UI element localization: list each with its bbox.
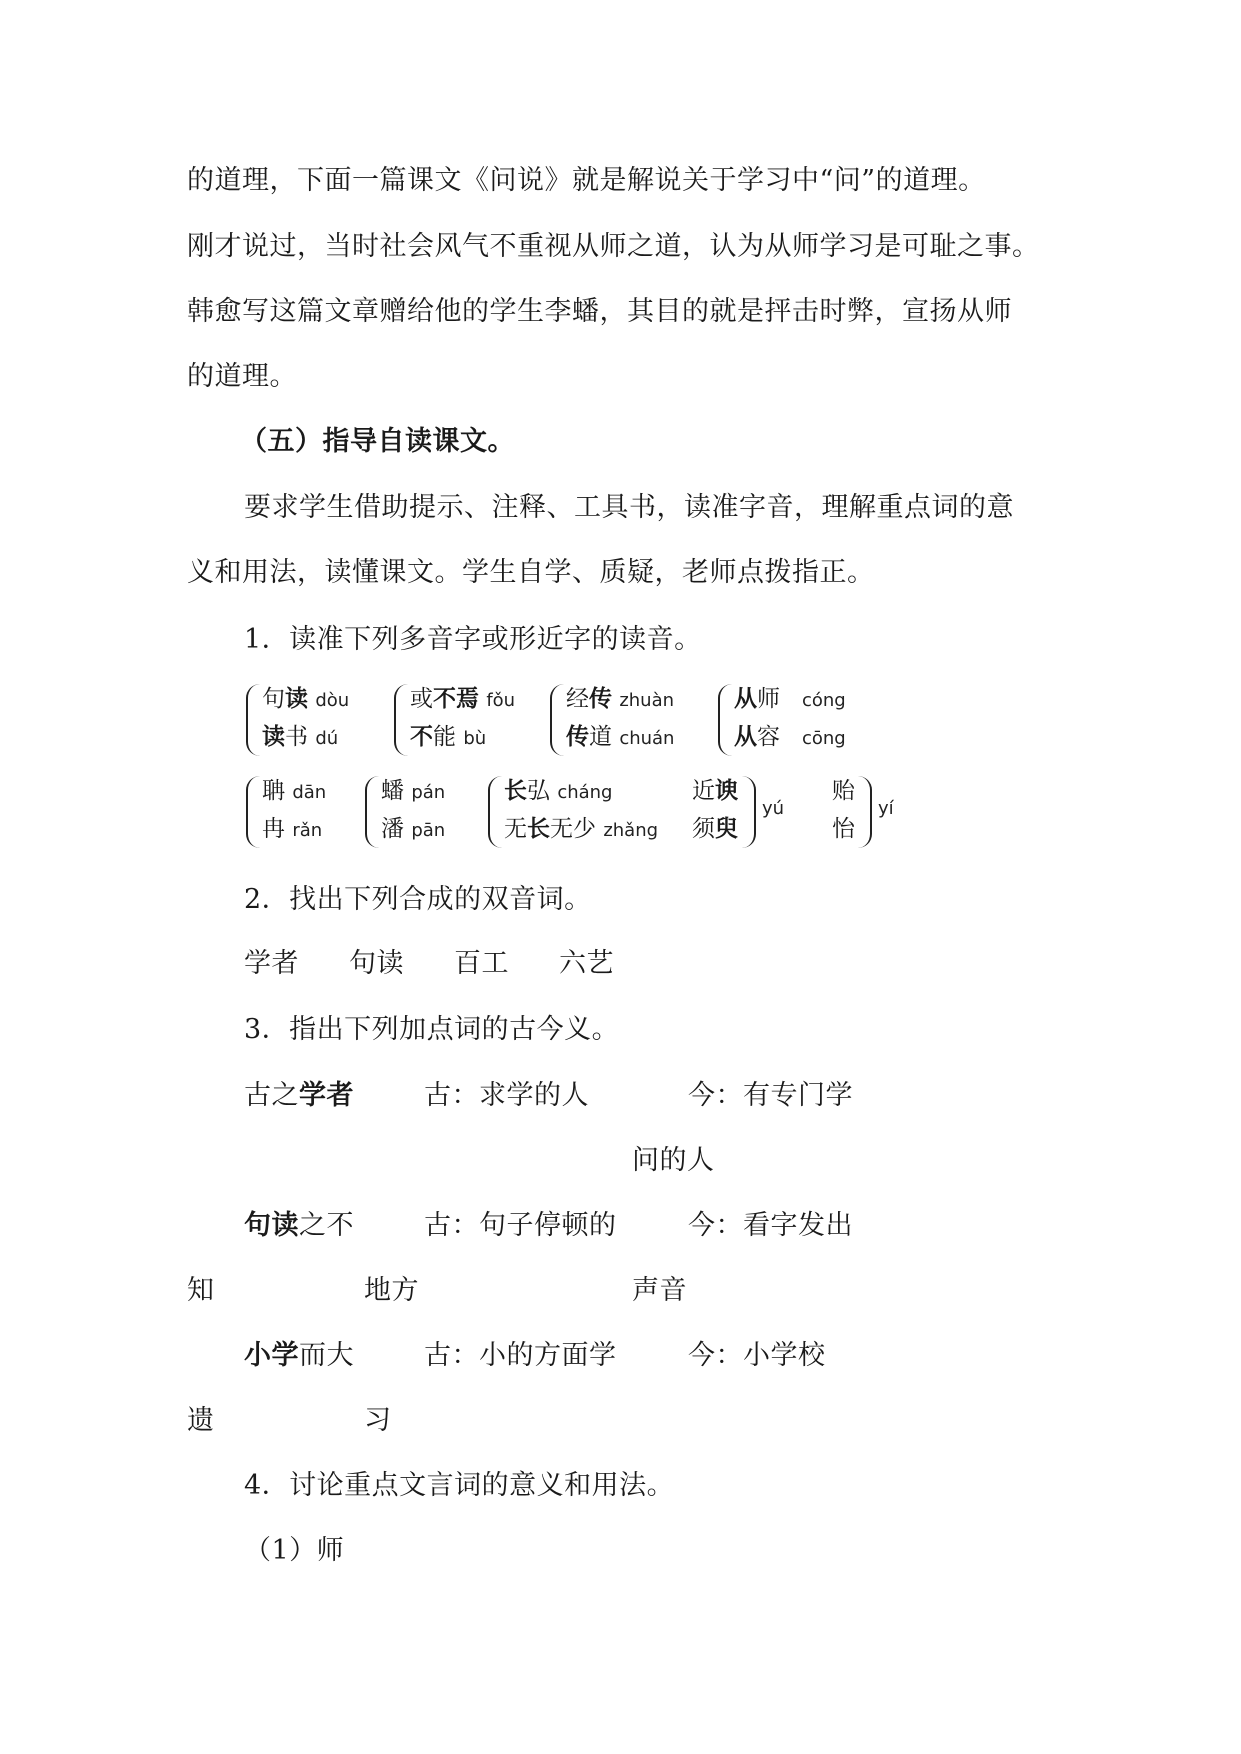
paragraph-line: 刚才说过，当时社会风气不重视从师之道，认为从师学习是可耻之事。 xyxy=(187,231,1040,262)
paragraph-line: 的道理，下面一篇课文《问说》就是解说关于学习中“问”的道理。 xyxy=(187,165,986,196)
sub-item: （1）师 xyxy=(244,1535,345,1566)
pinyin-group xyxy=(718,680,878,760)
left-brace xyxy=(550,684,566,756)
gujin-term: 小学而大 xyxy=(244,1340,354,1371)
pinyin-group xyxy=(832,772,922,852)
pinyin-entry: 长弘 cháng xyxy=(504,777,613,804)
paragraph-line: 要求学生借助提示、注释、工具书，读准字音，理解重点词的意 xyxy=(244,492,1014,523)
gujin-ancient-cont: 习 xyxy=(364,1405,392,1436)
gujin-ancient: 古：句子停顿的 xyxy=(424,1210,617,1241)
gujin-ancient: 古：小的方面学 xyxy=(424,1340,617,1371)
word-list xyxy=(244,946,614,982)
word: 百工 xyxy=(454,948,509,979)
paragraph-line: 的道理。 xyxy=(187,361,297,392)
pinyin-entry: 潘 pān xyxy=(381,816,446,842)
gujin-ancient-cont: 地方 xyxy=(364,1275,419,1306)
pinyin-entry: 须臾 xyxy=(692,815,738,842)
pinyin-entry: 近谀 xyxy=(692,777,738,804)
pinyin-entry: 怡 xyxy=(832,816,855,842)
gujin-term: 句读之不 xyxy=(244,1210,354,1241)
pinyin-group xyxy=(488,772,698,852)
gujin-term-cont: 遗 xyxy=(187,1405,215,1436)
paragraph-line: 韩愈写这篇文章赠给他的学生李蟠，其目的就是抨击时弊，宣扬从师 xyxy=(187,296,1012,327)
pinyin-group xyxy=(365,772,475,852)
left-brace xyxy=(365,776,381,848)
word: 六艺 xyxy=(559,948,614,979)
left-brace xyxy=(246,776,262,848)
word: 句读 xyxy=(349,948,404,979)
left-brace xyxy=(488,776,504,848)
pinyin-entry: 传道 chuán xyxy=(566,723,675,750)
gujin-term: 古之学者 xyxy=(244,1080,354,1111)
pinyin-entry: 蟠 pán xyxy=(381,778,446,804)
left-brace xyxy=(718,684,734,756)
item-heading: 4．讨论重点文言词的意义和用法。 xyxy=(244,1470,675,1501)
pinyin-entry: 不能 bù xyxy=(410,723,487,750)
right-brace xyxy=(856,776,872,848)
gujin-modern: 今：有专门学 xyxy=(688,1080,853,1111)
pinyin-entry: 读书 dú xyxy=(262,723,339,750)
pinyin-entry: 冉 rǎn xyxy=(262,816,323,842)
item-heading: 3．指出下列加点词的古今义。 xyxy=(244,1014,620,1045)
left-brace xyxy=(246,684,262,756)
left-brace xyxy=(394,684,410,756)
pinyin-entry: 从师 cóng xyxy=(734,685,846,712)
gujin-modern: 今：看字发出 xyxy=(688,1210,853,1241)
paragraph-line: 义和用法，读懂课文。学生自学、质疑，老师点拨指正。 xyxy=(187,557,875,588)
gujin-ancient: 古：求学的人 xyxy=(424,1080,589,1111)
pinyin-entry: 经传 zhuàn xyxy=(566,685,675,712)
shared-pinyin: yí xyxy=(878,798,894,819)
pinyin-entry: 贻 xyxy=(832,778,855,804)
pinyin-group xyxy=(394,680,534,760)
gujin-modern-cont: 问的人 xyxy=(632,1145,715,1176)
pinyin-group xyxy=(692,772,822,852)
gujin-modern: 今：小学校 xyxy=(688,1340,826,1371)
pinyin-group xyxy=(550,680,710,760)
pinyin-entry: 从容 cōng xyxy=(734,723,846,750)
item-heading: 2．找出下列合成的双音词。 xyxy=(244,884,592,915)
item-heading: 1．读准下列多音字或形近字的读音。 xyxy=(244,624,702,655)
pinyin-group xyxy=(246,772,356,852)
pinyin-entry: 句读 dòu xyxy=(262,685,350,712)
pinyin-entry: 无长无少 zhǎng xyxy=(504,815,659,842)
shared-pinyin: yú xyxy=(762,798,785,819)
gujin-modern-cont: 声音 xyxy=(632,1275,687,1306)
word: 学者 xyxy=(244,948,299,979)
section-title: （五）指导自读课文。 xyxy=(240,426,515,457)
pinyin-group xyxy=(246,680,386,760)
pinyin-entry: 或不焉 fǒu xyxy=(410,685,516,712)
pinyin-entry: 聃 dān xyxy=(262,778,327,804)
gujin-term-cont: 知 xyxy=(187,1275,215,1306)
right-brace xyxy=(740,776,756,848)
